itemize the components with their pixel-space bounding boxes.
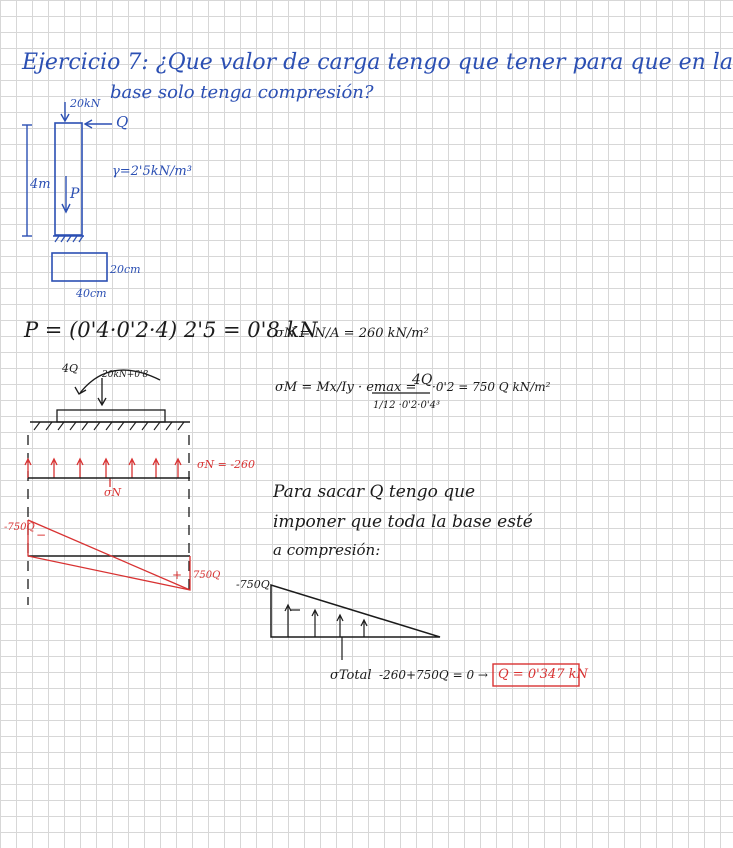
bending-left-value: -750Q bbox=[4, 522, 35, 533]
sigma-m-numerator: 4Q bbox=[412, 372, 433, 388]
sigma-m-lhs: σM = Mx/Iy · emax = bbox=[275, 380, 417, 395]
q-load-label: Q bbox=[116, 113, 129, 131]
bending-plus-sign: + bbox=[172, 568, 183, 582]
top-load-label: 20kN bbox=[70, 97, 101, 110]
moment-label: 4Q bbox=[62, 362, 79, 375]
final-equation: -260+750Q = 0 → bbox=[379, 668, 488, 682]
sigma-total-label: σTotal bbox=[330, 668, 372, 683]
conclusion-line2: imponer que toda la base esté bbox=[273, 512, 533, 532]
sigma-m-denominator: 1/12 ·0'2·0'4³ bbox=[373, 400, 440, 411]
conclusion-line1: Para sacar Q tengo que bbox=[273, 482, 476, 502]
sigma-n-arrow-label: σN bbox=[104, 486, 122, 499]
exercise-title-line2: base solo tenga compresión? bbox=[110, 82, 374, 103]
sigma-n-value-label: σN = -260 bbox=[197, 458, 256, 471]
p-equation: P = (0'4·0'2·4) 2'5 = 0'8 kN bbox=[24, 318, 318, 342]
base-width-label: 20cm bbox=[110, 263, 141, 276]
sigma-m-rhs: ·0'2 = 750 Q kN/m² bbox=[432, 380, 551, 394]
answer-box: Q = 0'347 kN bbox=[498, 667, 588, 682]
base-length-label: 40cm bbox=[76, 287, 107, 300]
self-weight-label: P bbox=[70, 186, 80, 202]
triangle-peak-label: -750Q bbox=[236, 578, 270, 591]
height-label: 4m bbox=[30, 177, 51, 192]
exercise-title-line1: Ejercicio 7: ¿Que valor de carga tengo que tener para que en la bbox=[22, 50, 733, 75]
bending-right-value: 750Q bbox=[193, 570, 221, 581]
conclusion-line3: a compresión: bbox=[273, 541, 381, 559]
bending-minus-sign: − bbox=[36, 528, 47, 542]
sigma-n-equation: σN = N/A = 260 kN/m² bbox=[275, 326, 429, 341]
gamma-label: γ=2'5kN/m³ bbox=[112, 164, 192, 179]
axial-load-label: 20kN+0'8 bbox=[102, 370, 149, 380]
